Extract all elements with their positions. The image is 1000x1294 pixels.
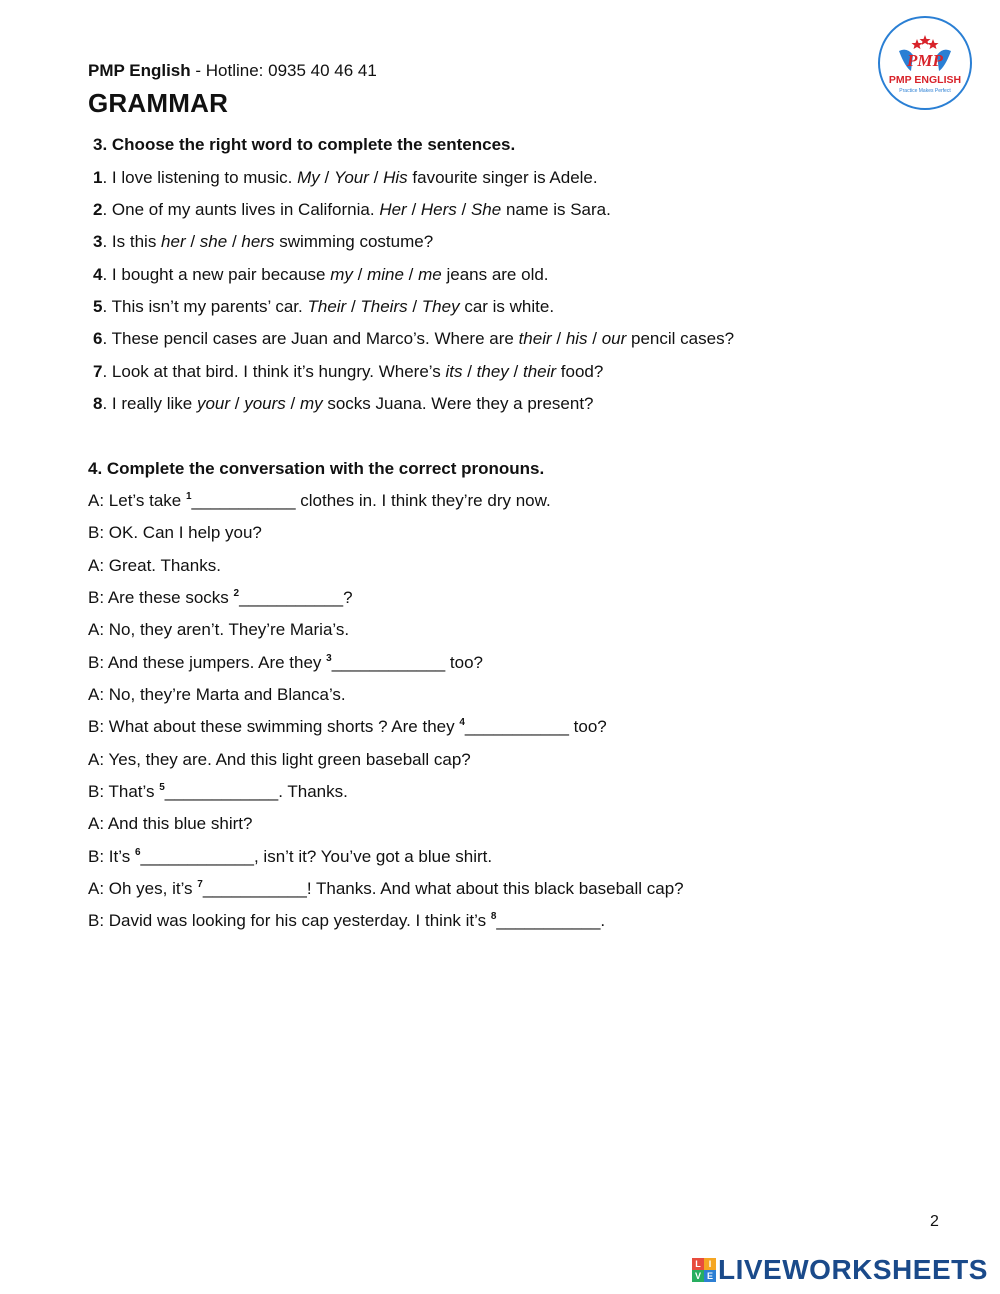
dialogue-text: B: David was looking for his cap yesterday. I think it’s [88, 911, 491, 930]
item-text-before: . Is this [102, 232, 162, 251]
dialogue-line: A: No, they aren’t. They’re Maria’s. [88, 620, 350, 639]
dialogue-text: ! Thanks. And what about this black baseball cap? [306, 879, 684, 898]
logo-tagline: Practice Makes Perfect [899, 88, 951, 94]
brand-name: PMP English [88, 61, 191, 80]
option-2[interactable]: she [199, 232, 228, 251]
liveworksheets-wordmark: LIVEWORKSHEETS [718, 1254, 988, 1285]
exercise-3-item: 7. Look at that bird. I think it’s hungry. Where’s its / they / their food? [93, 362, 604, 381]
option-2[interactable]: Hers [420, 200, 457, 219]
dialogue-text: too? [445, 653, 483, 672]
answer-blank[interactable]: ___________ [239, 588, 344, 607]
item-number: 4 [93, 265, 103, 284]
answer-blank[interactable]: ___________ [191, 491, 296, 510]
item-number: 1 [93, 168, 103, 187]
dialogue-text: . [600, 911, 606, 930]
item-text-after: swimming costume? [274, 232, 434, 251]
gap-number: 3 [326, 653, 332, 664]
logo-monogram: PMP [907, 51, 943, 70]
exercise-3-title: 3. Choose the right word to complete the sentences. [93, 135, 516, 154]
item-text-before: . One of my aunts lives in California. [102, 200, 380, 219]
pmp-logo [877, 15, 973, 111]
logo-letter: L [692, 1258, 704, 1270]
dialogue-line [88, 910, 605, 932]
dialogue-text: clothes in. I think they’re dry now. [295, 491, 551, 510]
exercise-3-item: 6. These pencil cases are Juan and Marco’s. Where are their / his / our pencil cases? [93, 329, 735, 348]
item-number: 2 [93, 200, 103, 219]
option-1[interactable]: their [518, 329, 552, 348]
option-2[interactable]: mine [367, 265, 404, 284]
exercise-3-item: 3. Is this her / she / hers swimming costume? [93, 232, 434, 251]
item-text-after: jeans are old. [441, 265, 549, 284]
answer-blank[interactable]: ____________ [331, 653, 446, 672]
gap-number: 5 [159, 782, 165, 793]
option-2[interactable]: they [476, 362, 509, 381]
dialogue-text: B: That’s [88, 782, 160, 801]
dialogue-text: B: It’s [88, 847, 135, 866]
option-1[interactable]: your [196, 394, 231, 413]
item-text-before: . Look at that bird. I think it’s hungry. Where’s [102, 362, 446, 381]
option-1[interactable]: My [297, 168, 320, 187]
gap-number: 4 [459, 717, 465, 728]
dialogue-text: ? [343, 588, 353, 607]
item-text-before: . These pencil cases are Juan and Marco’s. Where are [102, 329, 519, 348]
item-number: 7 [93, 362, 103, 381]
dialogue-text: . Thanks. [278, 782, 348, 801]
gap-number: 8 [490, 911, 497, 922]
item-text-before: . I really like [102, 394, 197, 413]
answer-blank[interactable]: ___________ [496, 911, 601, 930]
option-1[interactable]: Her [379, 200, 407, 219]
option-3[interactable]: hers [241, 232, 275, 251]
option-3[interactable]: my [299, 394, 323, 413]
dialogue-line: A: No, they’re Marta and Blanca’s. [88, 685, 346, 704]
item-text-after: favourite singer is Adele. [407, 168, 598, 187]
item-text-after: socks Juana. Were they a present? [322, 394, 594, 413]
dialogue-line: B: OK. Can I help you? [88, 523, 262, 542]
answer-blank[interactable]: ___________ [464, 717, 569, 736]
dialogue-line [88, 846, 492, 868]
exercise-3-item: 1. I love listening to music. My / Your / His favourite singer is Adele. [93, 168, 598, 187]
dialogue-line: A: And this blue shirt? [88, 814, 253, 833]
exercise-3-item: 4. I bought a new pair because my / mine / me jeans are old. [93, 265, 549, 284]
item-number: 3 [93, 232, 103, 251]
option-2[interactable]: yours [244, 394, 286, 413]
exercise-3-item: 2. One of my aunts lives in California. Her / Hers / She name is Sara. [93, 200, 611, 219]
dialogue-text: B: What about these swimming shorts ? Are they [88, 717, 460, 736]
liveworksheets-icon [692, 1258, 716, 1282]
dialogue-line [88, 781, 348, 803]
gap-number: 2 [233, 588, 240, 599]
item-text-before: . I love listening to music. [102, 168, 298, 187]
option-3[interactable]: their [522, 362, 557, 381]
dialogue-line [88, 878, 684, 900]
worksheet-header [88, 60, 377, 82]
option-3[interactable]: She [470, 200, 502, 219]
option-3[interactable]: They [421, 297, 460, 316]
page-number: 2 [930, 1213, 939, 1230]
option-1[interactable]: its [445, 362, 463, 381]
dialogue-line: A: Yes, they are. And this light green baseball cap? [88, 750, 471, 769]
dialogue-text: , isn’t it? You’ve got a blue shirt. [253, 847, 493, 866]
hotline-text: - Hotline: 0935 40 46 41 [190, 61, 377, 80]
dialogue-text: too? [568, 717, 607, 736]
gap-number: 1 [185, 491, 192, 502]
item-text-after: food? [556, 362, 604, 381]
item-text-after: name is Sara. [501, 200, 611, 219]
option-1[interactable]: my [330, 265, 353, 284]
item-text-after: pencil cases? [626, 329, 735, 348]
option-3[interactable]: His [383, 168, 408, 187]
exercise-3-item: 8. I really like your / yours / my socks Juana. Were they a present? [93, 394, 594, 413]
item-text-before: . This isn’t my parents’ car. [102, 297, 308, 316]
exercise-3-item: 5. This isn’t my parents’ car. Their / Theirs / They car is white. [93, 297, 555, 316]
answer-blank[interactable]: ___________ [202, 879, 307, 898]
option-2[interactable]: Your [333, 168, 369, 187]
dialogue-line [88, 716, 607, 738]
answer-blank[interactable]: ____________ [140, 847, 254, 866]
dialogue-text: A: Let’s take [88, 491, 186, 510]
hotline-line [88, 60, 377, 82]
item-text-before: . I bought a new pair because [102, 265, 331, 284]
item-number: 5 [93, 297, 103, 316]
option-3[interactable]: me [418, 265, 442, 284]
item-text-after: car is white. [459, 297, 555, 316]
option-2[interactable]: Theirs [360, 297, 408, 316]
dialogue-text: A: Oh yes, it’s [88, 879, 198, 898]
dialogue-line: A: Great. Thanks. [88, 556, 221, 575]
dialogue-line [88, 652, 483, 674]
gap-number: 7 [197, 879, 203, 890]
item-number: 6 [93, 329, 103, 348]
logo-letter: I [704, 1258, 716, 1270]
option-2[interactable]: his [565, 329, 588, 348]
dialogue-text: B: Are these socks [88, 588, 234, 607]
dialogue-line [88, 490, 551, 512]
option-3[interactable]: our [601, 329, 627, 348]
dialogue-text: B: And these jumpers. Are they [88, 653, 327, 672]
option-1[interactable]: her [161, 232, 186, 251]
exercise-4-title: 4. Complete the conversation with the correct pronouns. [88, 459, 545, 478]
dialogue-line [88, 587, 353, 609]
gap-number: 6 [134, 847, 141, 858]
option-1[interactable]: Their [307, 297, 347, 316]
logo-letter: V [692, 1270, 704, 1282]
page-title: GRAMMAR [88, 88, 229, 118]
logo-name: PMP ENGLISH [888, 74, 962, 86]
answer-blank[interactable]: ____________ [164, 782, 279, 801]
item-number: 8 [93, 394, 103, 413]
liveworksheets-logo [692, 1254, 988, 1286]
logo-letter: E [704, 1270, 716, 1282]
